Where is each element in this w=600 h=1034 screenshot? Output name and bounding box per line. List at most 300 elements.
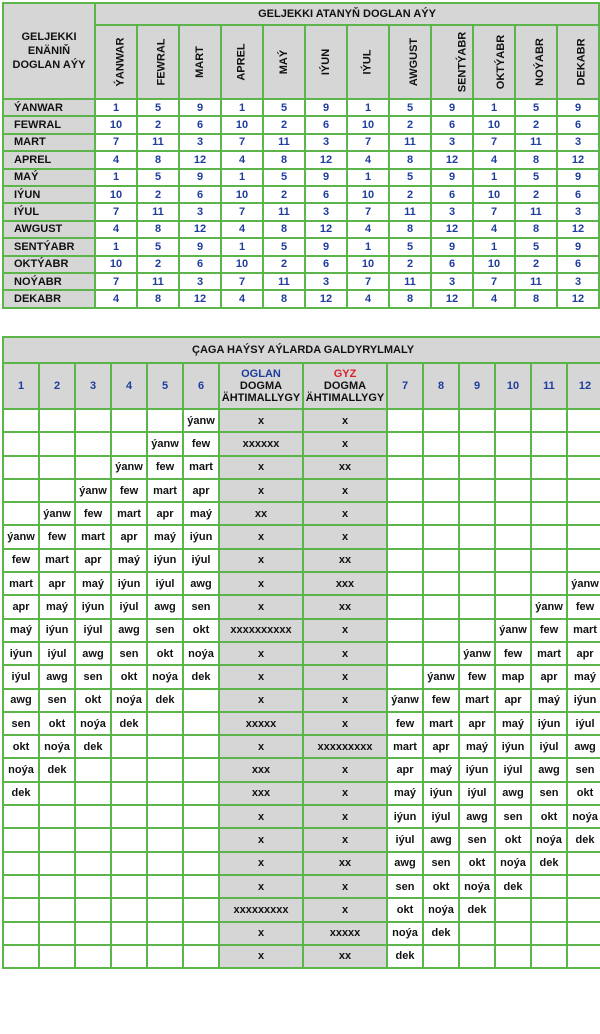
month-cell: iýul [3, 665, 39, 688]
table1-row [3, 273, 599, 290]
month-cell: ýanw [3, 525, 39, 548]
table2-row [3, 898, 600, 921]
girl-probability-cell: x [303, 828, 387, 851]
month-cell [111, 852, 147, 875]
month-cell: iýun [387, 805, 423, 828]
table1-cell: 3 [305, 203, 347, 220]
month-cell: few [183, 432, 219, 455]
month-cell [3, 479, 39, 502]
table1-cell: 5 [137, 99, 179, 116]
table1-title-row [3, 3, 599, 25]
month-cell [75, 922, 111, 945]
table1-cell: 11 [389, 273, 431, 290]
table1-cell: 12 [305, 221, 347, 238]
table1-cell: 1 [473, 238, 515, 255]
month-cell [39, 456, 75, 479]
month-cell: iýul [111, 595, 147, 618]
table1-cell: 8 [137, 151, 179, 168]
girl-probability-cell: xx [303, 456, 387, 479]
table1-cell: 5 [263, 169, 305, 186]
month-cell [567, 479, 600, 502]
month-cell [111, 922, 147, 945]
month-cell: iýun [39, 619, 75, 642]
table1-cell: 7 [221, 134, 263, 151]
table1-column-label: SENTÝABR [456, 31, 469, 93]
table1-row-label: DEKABR [3, 290, 95, 307]
table1-cell: 2 [389, 256, 431, 273]
table1-cell: 4 [347, 290, 389, 307]
month-cell [567, 922, 600, 945]
table1-row-label: ÝANWAR [3, 99, 95, 116]
table2-row [3, 665, 600, 688]
month-cell: maý [75, 572, 111, 595]
boy-probability-cell: x [219, 852, 303, 875]
boy-label: OGLAN [241, 368, 281, 380]
month-cell: okt [495, 828, 531, 851]
table2-row [3, 758, 600, 781]
table1-cell: 11 [263, 134, 305, 151]
month-cell: awg [567, 735, 600, 758]
month-number-header: 3 [75, 363, 111, 409]
table1-row-label: AWGUST [3, 221, 95, 238]
boy-probability-cell: x [219, 409, 303, 432]
month-cell: ýanw [567, 572, 600, 595]
table1-cell: 8 [389, 290, 431, 307]
table1-cell: 11 [389, 134, 431, 151]
table1-cell: 3 [557, 203, 599, 220]
table1-cell: 5 [137, 238, 179, 255]
table1-cell: 6 [305, 116, 347, 133]
table1-cell: 3 [557, 134, 599, 151]
month-cell: okt [387, 898, 423, 921]
month-cell: dek [459, 898, 495, 921]
month-cell: awg [183, 572, 219, 595]
table1-cell: 1 [347, 169, 389, 186]
month-cell: sen [387, 875, 423, 898]
table2-row [3, 852, 600, 875]
month-cell [3, 898, 39, 921]
month-cell [423, 502, 459, 525]
month-cell: few [459, 665, 495, 688]
month-cell [531, 525, 567, 548]
month-cell [75, 852, 111, 875]
girl-probability-cell: x [303, 619, 387, 642]
table1-corner-line: ENÄNIŇ [27, 45, 71, 57]
table1-cell: 3 [431, 273, 473, 290]
month-cell [183, 735, 219, 758]
month-cell: awg [39, 665, 75, 688]
month-cell [567, 898, 600, 921]
table1-cell: 4 [95, 151, 137, 168]
month-cell: ýanw [111, 456, 147, 479]
month-cell [183, 805, 219, 828]
month-cell: sen [183, 595, 219, 618]
month-cell [423, 409, 459, 432]
table1-cell: 12 [179, 151, 221, 168]
table1-cell: 5 [515, 169, 557, 186]
girl-probability-cell: x [303, 689, 387, 712]
month-cell [183, 922, 219, 945]
table1-column-label: ÝANWAR [114, 37, 127, 87]
girl-probability-header [303, 363, 387, 409]
boy-probability-cell: x [219, 735, 303, 758]
month-cell: dek [39, 758, 75, 781]
boy-probability-cell: x [219, 945, 303, 968]
month-cell [495, 549, 531, 572]
table1-cell: 7 [473, 203, 515, 220]
table1-cell: 12 [179, 290, 221, 307]
month-cell: maý [183, 502, 219, 525]
month-cell: few [423, 689, 459, 712]
month-cell [531, 409, 567, 432]
month-cell [387, 479, 423, 502]
table1-corner-line: GELJEKKI [21, 31, 77, 43]
table1-cell: 7 [473, 273, 515, 290]
month-cell: iýun [459, 758, 495, 781]
girl-probability-cell: x [303, 805, 387, 828]
month-cell: dek [183, 665, 219, 688]
month-cell: ýanw [183, 409, 219, 432]
girl-probability-cell: xxxxx [303, 922, 387, 945]
boy-probability-cell: x [219, 572, 303, 595]
month-cell [39, 922, 75, 945]
month-cell: noýa [111, 689, 147, 712]
month-cell [111, 898, 147, 921]
month-cell: ýanw [495, 619, 531, 642]
table2-row [3, 456, 600, 479]
table1-cell: 12 [305, 290, 347, 307]
table1-cell: 5 [515, 99, 557, 116]
month-cell [459, 922, 495, 945]
month-cell [183, 828, 219, 851]
table2-title-row [3, 337, 600, 363]
month-number-header: 4 [111, 363, 147, 409]
boy-line2: DOGMA [239, 380, 283, 392]
month-cell [147, 898, 183, 921]
boy-probability-cell: xxxxxxxxxx [219, 619, 303, 642]
table1-cell: 2 [515, 256, 557, 273]
table1-cell: 9 [305, 99, 347, 116]
table1-cell: 6 [179, 116, 221, 133]
table1-cell: 7 [347, 203, 389, 220]
boy-probability-cell: x [219, 479, 303, 502]
table2-row [3, 782, 600, 805]
month-cell: dek [111, 712, 147, 735]
month-cell [147, 409, 183, 432]
month-cell: sen [111, 642, 147, 665]
table1-cell: 2 [137, 256, 179, 273]
boy-probability-cell: x [219, 665, 303, 688]
month-cell [111, 945, 147, 968]
month-cell: awg [3, 689, 39, 712]
table1-corner-line: DOGLAN AÝY [12, 59, 86, 71]
table1-column-header [179, 25, 221, 99]
month-cell: mart [567, 619, 600, 642]
boy-probability-cell: x [219, 805, 303, 828]
table1-cell: 8 [389, 221, 431, 238]
month-cell [147, 922, 183, 945]
table1-cell: 4 [95, 290, 137, 307]
month-cell: awg [75, 642, 111, 665]
table2-row [3, 689, 600, 712]
table1-cell: 4 [473, 221, 515, 238]
month-cell: few [3, 549, 39, 572]
month-cell: ýanw [75, 479, 111, 502]
month-cell: few [495, 642, 531, 665]
month-cell: okt [183, 619, 219, 642]
table1-cell: 7 [95, 273, 137, 290]
month-cell: sen [39, 689, 75, 712]
table1-column-header [95, 25, 137, 99]
month-cell: apr [567, 642, 600, 665]
table2-title: ÇAGA HAÝSY AÝLARDA GALDYRYLMALY [3, 337, 600, 363]
month-cell: noýa [531, 828, 567, 851]
month-number-header: 8 [423, 363, 459, 409]
table1-cell: 4 [347, 151, 389, 168]
table1-cell: 9 [431, 99, 473, 116]
month-cell: sen [531, 782, 567, 805]
boy-probability-header [219, 363, 303, 409]
month-cell [387, 642, 423, 665]
month-cell: maý [495, 712, 531, 735]
month-cell: apr [423, 735, 459, 758]
table1-cell: 6 [305, 186, 347, 203]
month-cell: maý [3, 619, 39, 642]
month-cell: sen [423, 852, 459, 875]
table2-row [3, 828, 600, 851]
month-cell [531, 945, 567, 968]
table1-cell: 9 [179, 238, 221, 255]
table2-row [3, 432, 600, 455]
month-cell: noýa [387, 922, 423, 945]
table1-cell: 8 [389, 151, 431, 168]
table1-cell: 11 [515, 273, 557, 290]
table1-cell: 4 [221, 221, 263, 238]
month-cell [111, 828, 147, 851]
month-cell [459, 619, 495, 642]
month-cell: mart [111, 502, 147, 525]
month-cell [39, 875, 75, 898]
table1-cell: 3 [305, 134, 347, 151]
month-cell: mart [183, 456, 219, 479]
table1-cell: 6 [557, 186, 599, 203]
table1-cell: 10 [473, 116, 515, 133]
month-cell: apr [75, 549, 111, 572]
month-cell: few [387, 712, 423, 735]
table1-row [3, 203, 599, 220]
girl-probability-cell: x [303, 758, 387, 781]
month-cell: maý [387, 782, 423, 805]
month-cell: iýul [39, 642, 75, 665]
month-cell [423, 945, 459, 968]
month-cell [147, 735, 183, 758]
table1-cell: 12 [557, 221, 599, 238]
month-cell [531, 922, 567, 945]
month-cell [111, 758, 147, 781]
month-cell: okt [3, 735, 39, 758]
month-cell [3, 432, 39, 455]
table1-column-header [473, 25, 515, 99]
boy-probability-cell: x [219, 922, 303, 945]
table2-row [3, 525, 600, 548]
month-cell: map [495, 665, 531, 688]
table1-row [3, 134, 599, 151]
table1-cell: 11 [389, 203, 431, 220]
table1-row [3, 116, 599, 133]
table1-cell: 4 [347, 221, 389, 238]
table1-column-header [305, 25, 347, 99]
month-cell [423, 525, 459, 548]
month-cell: iýun [75, 595, 111, 618]
month-cell: dek [3, 782, 39, 805]
table1-cell: 6 [179, 186, 221, 203]
month-cell: iýul [567, 712, 600, 735]
table1-cell: 7 [221, 273, 263, 290]
month-cell: apr [39, 572, 75, 595]
month-cell: apr [531, 665, 567, 688]
month-cell: noýa [183, 642, 219, 665]
month-cell [39, 409, 75, 432]
table1-cell: 11 [137, 134, 179, 151]
month-cell [423, 619, 459, 642]
month-cell [39, 852, 75, 875]
month-cell: iýun [111, 572, 147, 595]
month-cell [567, 525, 600, 548]
girl-probability-cell: x [303, 525, 387, 548]
table1-cell: 10 [221, 186, 263, 203]
month-cell [3, 456, 39, 479]
month-cell [183, 758, 219, 781]
month-cell [567, 945, 600, 968]
table2-row [3, 549, 600, 572]
table1-cell: 10 [347, 256, 389, 273]
boy-probability-cell: x [219, 549, 303, 572]
month-cell: sen [147, 619, 183, 642]
table1-row [3, 169, 599, 186]
month-cell [147, 875, 183, 898]
month-cell: okt [567, 782, 600, 805]
table1-cell: 5 [263, 238, 305, 255]
month-cell [567, 502, 600, 525]
table1-cell: 8 [515, 151, 557, 168]
table1-cell: 2 [515, 116, 557, 133]
table1-cell: 10 [221, 116, 263, 133]
month-cell: ýanw [459, 642, 495, 665]
month-cell [75, 758, 111, 781]
table1-cell: 2 [515, 186, 557, 203]
boy-probability-cell: x [219, 456, 303, 479]
month-cell [183, 875, 219, 898]
month-cell: ýanw [39, 502, 75, 525]
month-cell: noýa [495, 852, 531, 875]
table1-cell: 1 [95, 99, 137, 116]
table1-cell: 3 [179, 203, 221, 220]
month-cell [3, 805, 39, 828]
month-cell [147, 782, 183, 805]
boy-probability-cell: xxx [219, 758, 303, 781]
month-cell [459, 572, 495, 595]
boy-probability-cell: x [219, 642, 303, 665]
month-cell [423, 572, 459, 595]
month-cell: sen [567, 758, 600, 781]
month-cell: iýun [495, 735, 531, 758]
month-cell [423, 595, 459, 618]
table1-cell: 10 [473, 256, 515, 273]
month-cell: iýul [459, 782, 495, 805]
month-cell [75, 828, 111, 851]
month-cell [531, 502, 567, 525]
month-cell [3, 502, 39, 525]
table1-corner [3, 3, 95, 99]
month-cell [75, 945, 111, 968]
table1-cell: 11 [515, 203, 557, 220]
boy-probability-cell: x [219, 875, 303, 898]
table1-cell: 10 [347, 116, 389, 133]
month-number-header: 5 [147, 363, 183, 409]
month-cell: iýun [3, 642, 39, 665]
table1-cell: 3 [179, 134, 221, 151]
boy-probability-cell: x [219, 689, 303, 712]
month-cell [183, 898, 219, 921]
month-cell: few [111, 479, 147, 502]
month-cell [495, 479, 531, 502]
month-cell: few [147, 456, 183, 479]
month-cell: apr [111, 525, 147, 548]
girl-probability-cell: x [303, 782, 387, 805]
boy-probability-cell: x [219, 595, 303, 618]
month-cell: noýa [459, 875, 495, 898]
month-cell [111, 735, 147, 758]
table1-cell: 12 [179, 221, 221, 238]
month-cell [495, 595, 531, 618]
month-cell [495, 456, 531, 479]
month-number-header: 10 [495, 363, 531, 409]
table1-cell: 8 [515, 221, 557, 238]
month-cell [3, 875, 39, 898]
month-cell: mart [39, 549, 75, 572]
girl-probability-cell: xx [303, 595, 387, 618]
table1-cell: 5 [263, 99, 305, 116]
month-cell [3, 945, 39, 968]
month-cell [387, 595, 423, 618]
table1-row [3, 238, 599, 255]
month-cell: sen [3, 712, 39, 735]
month-cell [147, 712, 183, 735]
month-cell [75, 898, 111, 921]
table1-cell: 2 [137, 186, 179, 203]
table2-row [3, 805, 600, 828]
table1-cell: 4 [95, 221, 137, 238]
table1-cell: 11 [137, 273, 179, 290]
month-cell [495, 432, 531, 455]
month-cell: awg [495, 782, 531, 805]
month-number-header: 11 [531, 363, 567, 409]
table1-column-header [137, 25, 179, 99]
girl-probability-cell: xxxxxxxxx [303, 735, 387, 758]
month-cell [3, 409, 39, 432]
table1-cell: 6 [305, 256, 347, 273]
table1-cell: 9 [431, 238, 473, 255]
month-cell [567, 852, 600, 875]
girl-probability-cell: x [303, 898, 387, 921]
month-cell: awg [459, 805, 495, 828]
table1-cell: 9 [557, 169, 599, 186]
month-number-header: 12 [567, 363, 600, 409]
month-cell: dek [495, 875, 531, 898]
table2-row [3, 875, 600, 898]
month-number-header: 1 [3, 363, 39, 409]
month-cell [567, 409, 600, 432]
